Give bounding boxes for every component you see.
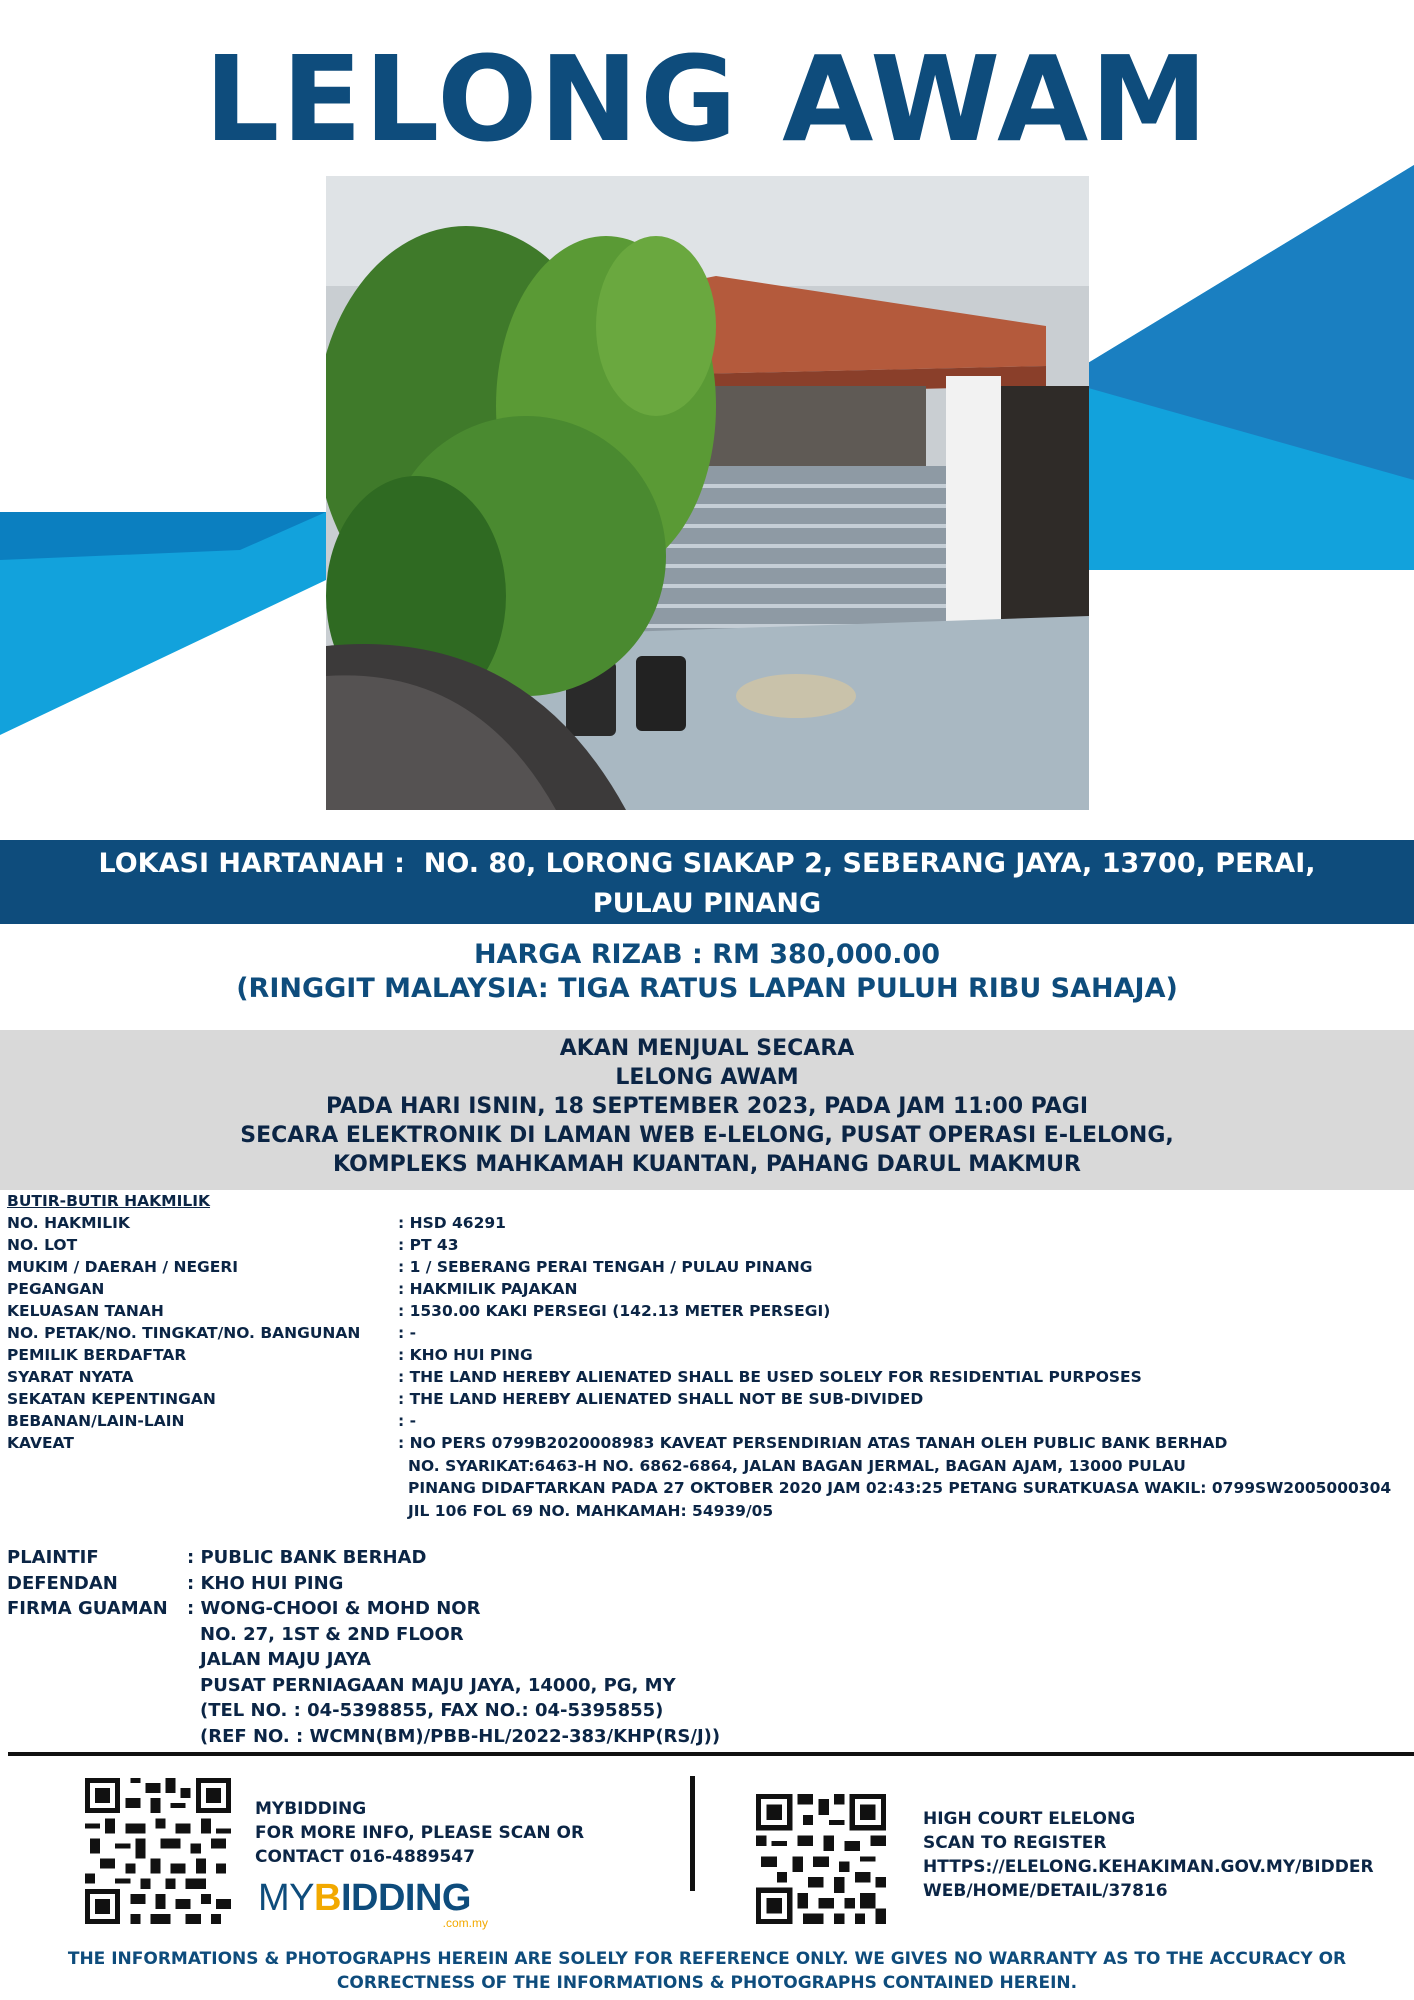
location-label: LOKASI HARTANAH : [98,848,405,879]
detail-value: : THE LAND HEREBY ALIENATED SHALL BE USED SOLELY FOR RESIDENTIAL PURPOSES [398,1368,1142,1386]
mybidding-qr-code[interactable] [85,1778,231,1924]
detail-row [7,1212,1407,1234]
elelong-url[interactable]: HTTPS://ELELONG.KEHAKIMAN.GOV.MY/BIDDERWEB/HOME/DETAIL/37816 [923,1857,1374,1901]
kaveat-label: KAVEAT [7,1434,74,1452]
title-details [7,1190,1407,1522]
elelong-info [923,1807,1383,1903]
kaveat-line: JIL 106 FOL 69 NO. MAHKAMAH: 54939/05 [408,1501,774,1520]
detail-label: PEGANGAN [7,1280,105,1298]
defendant-value: : KHO HUI PING [187,1572,344,1594]
address-line: (REF NO. : WCMN(BM)/PBB-HL/2022-383/KHP(RS/J)) [200,1725,721,1747]
reserve-price-words: (RINGGIT MALAYSIA: TIGA RATUS LAPAN PULUH RIBU SAHAJA) [236,973,1178,1004]
elelong-line: SCAN TO REGISTER [923,1833,1107,1853]
disclaimer-text: THE INFORMATIONS & PHOTOGRAPHS HEREIN ARE SOLELY FOR REFERENCE ONLY. WE GIVES NO WARRANTY AS TO THE ACCURACY OR CORRECTNESS OF THE INFORMATIONS & PHOTOGRAPHS CONTAINED HEREIN. [67,1949,1347,1993]
kaveat-line: PINANG DIDAFTARKAN PADA 27 OKTOBER 2020 JAM 02:43:25 PETANG SURATKUASA WAKIL: 0799SW2005000304 [408,1479,1392,1497]
auction-line: AKAN MENJUAL SECARA [559,1036,855,1061]
auction-line: SECARA ELEKTRONIK DI LAMAN WEB E-LELONG, PUSAT OPERASI E-LELONG, [240,1123,1174,1148]
detail-row [7,1256,1407,1278]
elelong-line: HIGH COURT ELELONG [923,1809,1136,1829]
detail-label: NO. LOT [7,1236,78,1254]
footer-vertical-divider [690,1776,695,1891]
detail-row [7,1344,1407,1366]
address-line: PUSAT PERNIAGAAN MAJU JAYA, 14000, PG, MY [200,1674,676,1696]
detail-row [7,1366,1407,1388]
detail-label: KELUASAN TANAH [7,1302,164,1320]
detail-value: : THE LAND HEREBY ALIENATED SHALL NOT BE SUB-DIVIDED [398,1390,924,1408]
auction-line: PADA HARI ISNIN, 18 SEPTEMBER 2023, PADA JAM 11:00 PAGI [325,1094,1089,1119]
location-banner [0,840,1414,924]
plaintiff-value: : PUBLIC BANK BERHAD [187,1547,427,1568]
mybidding-logo [258,1878,508,1934]
mybidding-line: MYBIDDING [255,1799,367,1819]
plaintiff-label: PLAINTIF [7,1547,99,1568]
detail-row [7,1388,1407,1410]
law-firm-address [7,1622,907,1750]
detail-label: BEBANAN/LAIN-LAIN [7,1412,185,1430]
mybidding-line: CONTACT 016-4889547 [255,1847,475,1867]
detail-label: PEMILIK BERDAFTAR [7,1346,187,1364]
property-photo [326,176,1089,810]
mybidding-line: FOR MORE INFO, PLEASE SCAN OR [255,1823,585,1843]
law-firm-row [7,1596,907,1622]
detail-value: : KHO HUI PING [398,1346,533,1364]
detail-value: : 1530.00 KAKI PERSEGI (142.13 METER PERSEGI) [398,1302,831,1320]
auction-line: KOMPLEKS MAHKAMAH KUANTAN, PAHANG DARUL MAKMUR [333,1152,1081,1177]
logo-domain: .com.my [442,1916,488,1930]
elelong-qr-code[interactable] [756,1794,886,1924]
location-value: NO. 80, LORONG SIAKAP 2, SEBERANG JAYA, 13700, PERAI, PULAU PINANG [423,848,1316,919]
law-firm-label: FIRMA GUAMAN [7,1598,168,1619]
details-heading: BUTIR-BUTIR HAKMILIK [7,1192,211,1210]
kaveat-line: : NO PERS 0799B2020008983 KAVEAT PERSENDIRIAN ATAS TANAH OLEH PUBLIC BANK BERHAD [398,1434,1228,1452]
reserve-price [0,938,1414,1006]
address-line: NO. 27, 1ST & 2ND FLOOR [200,1623,464,1645]
kaveat-value [398,1432,1407,1522]
detail-row [7,1234,1407,1256]
address-line: JALAN MAJU JAYA [200,1649,371,1670]
detail-label: SEKATAN KEPENTINGAN [7,1390,216,1408]
detail-label: MUKIM / DAERAH / NEGERI [7,1258,239,1276]
detail-label: NO. PETAK/NO. TINGKAT/NO. BANGUNAN [7,1324,361,1342]
page-title: LELONG AWAM [204,30,1210,168]
auction-line: LELONG AWAM [615,1065,799,1090]
detail-row [7,1322,1407,1344]
law-firm-value: : WONG-CHOOI & MOHD NOR [187,1598,481,1619]
kaveat-line: NO. SYARIKAT:6463-H NO. 6862-6864, JALAN BAGAN JERMAL, BAGAN AJAM, 13000 PULAU [408,1456,1186,1475]
detail-value: : HSD 46291 [398,1214,506,1232]
kaveat-row [7,1432,1407,1522]
logo-b: B [314,1877,341,1919]
auction-info [0,1030,1414,1190]
detail-value: : - [398,1324,417,1342]
detail-label: NO. HAKMILIK [7,1214,130,1232]
detail-value: : PT 43 [398,1236,459,1254]
footer-divider [8,1752,1414,1756]
detail-row [7,1410,1407,1432]
detail-row [7,1300,1407,1322]
detail-value: : 1 / SEBERANG PERAI TENGAH / PULAU PINANG [398,1258,813,1276]
detail-value: : - [398,1412,417,1430]
address-line: (TEL NO. : 04-5398855, FAX NO.: 04-5395855) [200,1700,664,1721]
mybidding-info [255,1797,675,1869]
detail-value: : HAKMILIK PAJAKAN [398,1280,578,1298]
detail-row [7,1278,1407,1300]
case-parties [7,1545,907,1749]
reserve-price-amount: HARGA RIZAB : RM 380,000.00 [473,939,941,970]
plaintiff-row [7,1545,907,1571]
defendant-row [7,1571,907,1597]
defendant-label: DEFENDAN [7,1572,118,1594]
logo-idding: IDDING [340,1877,471,1919]
detail-label: SYARAT NYATA [7,1368,134,1386]
logo-my: MY [258,1877,314,1919]
